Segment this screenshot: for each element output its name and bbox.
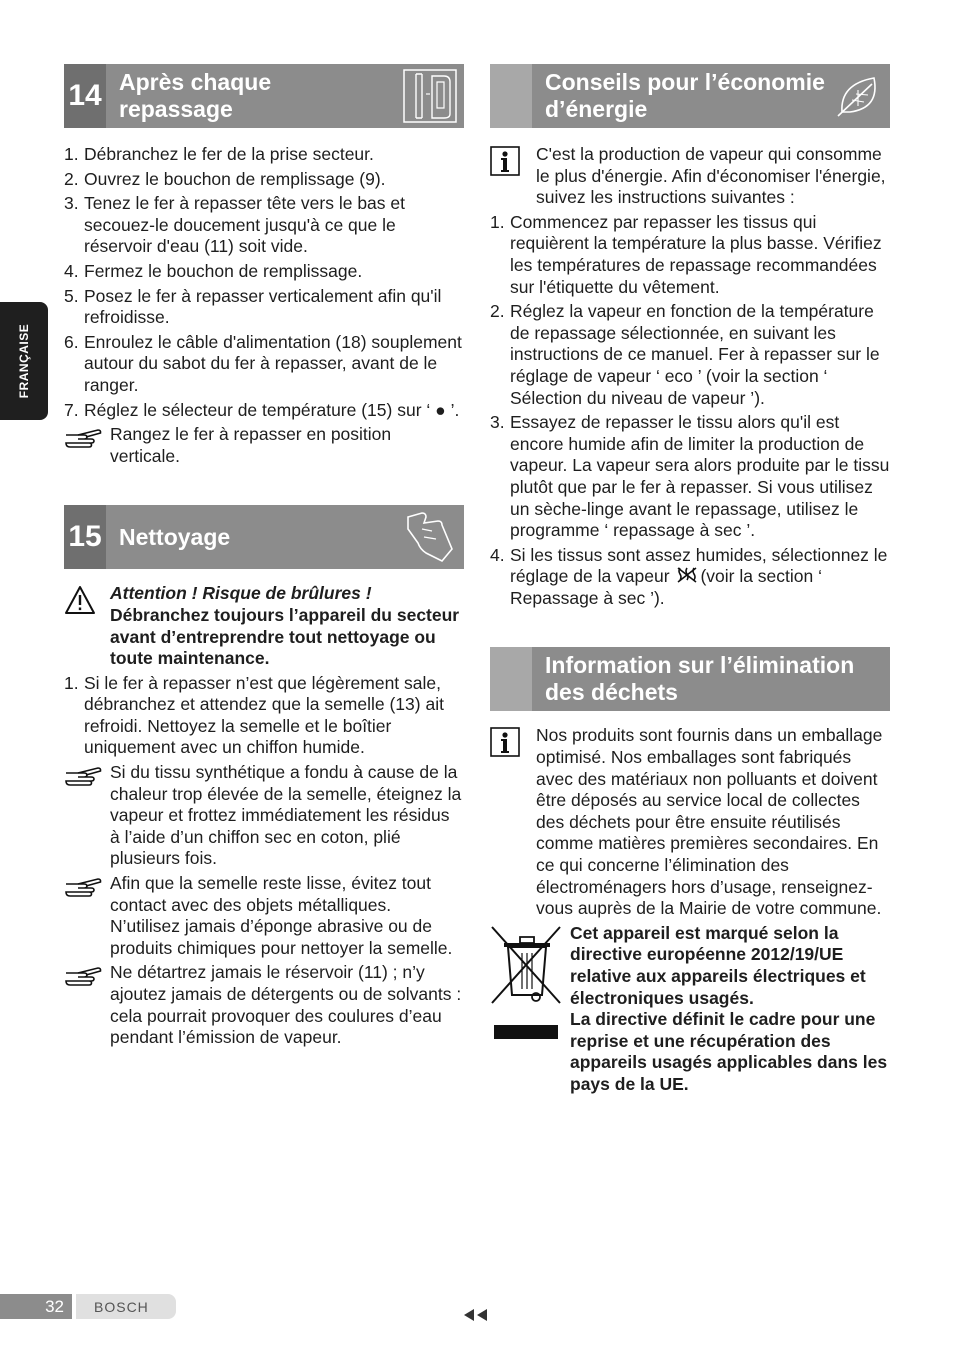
list-item: 2. Ouvrez le bouchon de remplissage (9). [64,168,386,189]
section-14-header [64,64,464,128]
section-15-number: 15 [64,505,106,569]
list-item: 4. Fermez le bouchon de remplissage. [64,260,363,281]
tip-note: Rangez le fer à repasser en position verticale. [64,424,464,467]
pointing-hand-icon [64,964,102,986]
disposal-header [490,647,890,711]
list-item: 3. Essayez de repasser le tissu alors qu'il est encore humide afin de limiter la production de vapeur. La vapeur sera alors produite par le tissu plutôt que par le fer à repasser. Si vous utilisez un sèche-linge avant le repassage, utilisez le programme ‘ repassage à sec ’. [490,412,890,541]
list-item: 4. Si les tissus sont assez humides, sélectionnez le réglage de la vapeur (voir la section ‘ Repassage à sec ’). [490,544,888,608]
language-tab [0,302,48,420]
weee-directive: La directive définit le cadre pour une reprise et une récupération des appareils usagés applicables dans les pays de la UE. [570,1009,888,1094]
page-number: 32 [0,1294,72,1319]
pointing-hand-icon [64,875,102,897]
warning-triangle-icon [64,585,96,615]
weee-notice [490,923,890,1096]
list-item: 1. Commencez par repasser les tissus qui requièrent la température la plus basse. Vérifiez les températures de repassage recommandées sur l'étiquette du vêtement. [490,211,882,297]
warning-title: Attention ! Risque de brûlures ! [110,583,372,604]
info-note: C'est la production de vapeur qui consomme le plus d'énergie. Afin d'économiser l'énergie, suivez les instructions suivantes : [490,144,890,209]
pointing-hand-icon [64,764,102,786]
disposal-header-tab [490,647,532,711]
iron-upright-icon [402,68,458,124]
energy-header-tab [490,64,532,128]
page-nav-arrows-icon[interactable] [462,1308,490,1322]
info-note: Nos produits sont fournis dans un emballage optimisé. Nos emballages sont fabriqués avec des matériaux non polluants et doivent être déposés au service local de collectes des déchets pour être ensuite réutilisés comme matières premières secondaires. En ce qui concerne l’élimination des électroménagers hors d’usage, renseignez-vous auprès de la Mairie de votre commune. [490,725,890,919]
weee-statement: Cet appareil est marqué selon la directive européenne 2012/19/UE relative aux appareils électriques et électroniques usagés. [570,922,866,1008]
info-icon [490,727,520,757]
left-column [64,64,464,1049]
energy-title: Conseils pour l’économie d’énergie [545,69,825,122]
info-icon [490,146,520,176]
hand-cloth-icon [402,509,458,565]
list-item: 6. Enroulez le câble d'alimentation (18) souplement autour du sabot du fer à repasser, avant de le ranger. [64,331,462,395]
no-steam-icon [676,566,698,584]
list-item: 3. Tenez le fer à repasser tête vers le bas et secouez-le doucement jusqu'à ce que le réservoir d'eau (11) soit vide. [64,193,405,257]
disposal-title: Information sur l’élimination des déchets [545,652,855,706]
brand-label: BOSCH [76,1294,176,1319]
tip-note: Afin que la semelle reste lisse, évitez tout contact avec des objets métalliques. N’utilisez jamais d’éponge abrasive ou de produits chimiques pour nettoyer la semelle. [64,873,464,959]
leaf-icon [834,70,884,120]
list-item: 5. Posez le fer à repasser verticalement afin qu'il refroidisse. [64,285,442,328]
energy-steps [490,212,890,610]
section-14-number: 14 [64,64,106,128]
section-14-title: Après chaque repassage [119,69,272,122]
crossed-bin-icon [490,925,564,1047]
energy-header [490,64,890,128]
list-item: 2. Réglez la vapeur en fonction de la température de repassage sélectionnée, en suivant les instructions de ce manuel. Fer à repasser sur le réglage de vapeur ‘ eco ’ (voir la section ‘ Sélection du niveau de vapeur ’). [490,301,880,408]
language-label: FRANÇAISE [17,323,31,399]
list-item: 1. Débranchez le fer de la prise secteur. [64,144,374,164]
section-15-title: Nettoyage [119,523,231,550]
tip-note: Ne détartrez jamais le réservoir (11) ; n’y ajoutez jamais de détergents ou de solvants : cela pourrait provoquer des coulures d’eau pendant l’émission de vapeur. [64,962,464,1048]
section-15-steps [64,673,464,759]
section-15-header [64,505,464,569]
burn-warning [64,583,464,669]
right-column [490,64,890,1096]
pointing-hand-icon [64,426,102,448]
list-item: 1. Si le fer à repasser n’est que légèrement sale, débranchez et attendez que la semelle (13) ait refroidi. Nettoyez la semelle et le boîtier uniquement avec un chiffon humide. [64,672,444,758]
warning-body: Débranchez toujours l’appareil du secteur avant d’entreprendre tout nettoyage ou toute maintenance. [110,604,460,669]
list-item: 7. Réglez le sélecteur de température (15) sur ‘ ● ’. [64,399,460,420]
section-14-steps [64,144,464,421]
tip-note: Si du tissu synthétique a fondu à cause de la chaleur trop élevée de la semelle, éteignez la vapeur et frottez immédiatement les résidus à l’aide d’un chiffon sec en coton, plié plusieurs fois. [64,762,464,870]
